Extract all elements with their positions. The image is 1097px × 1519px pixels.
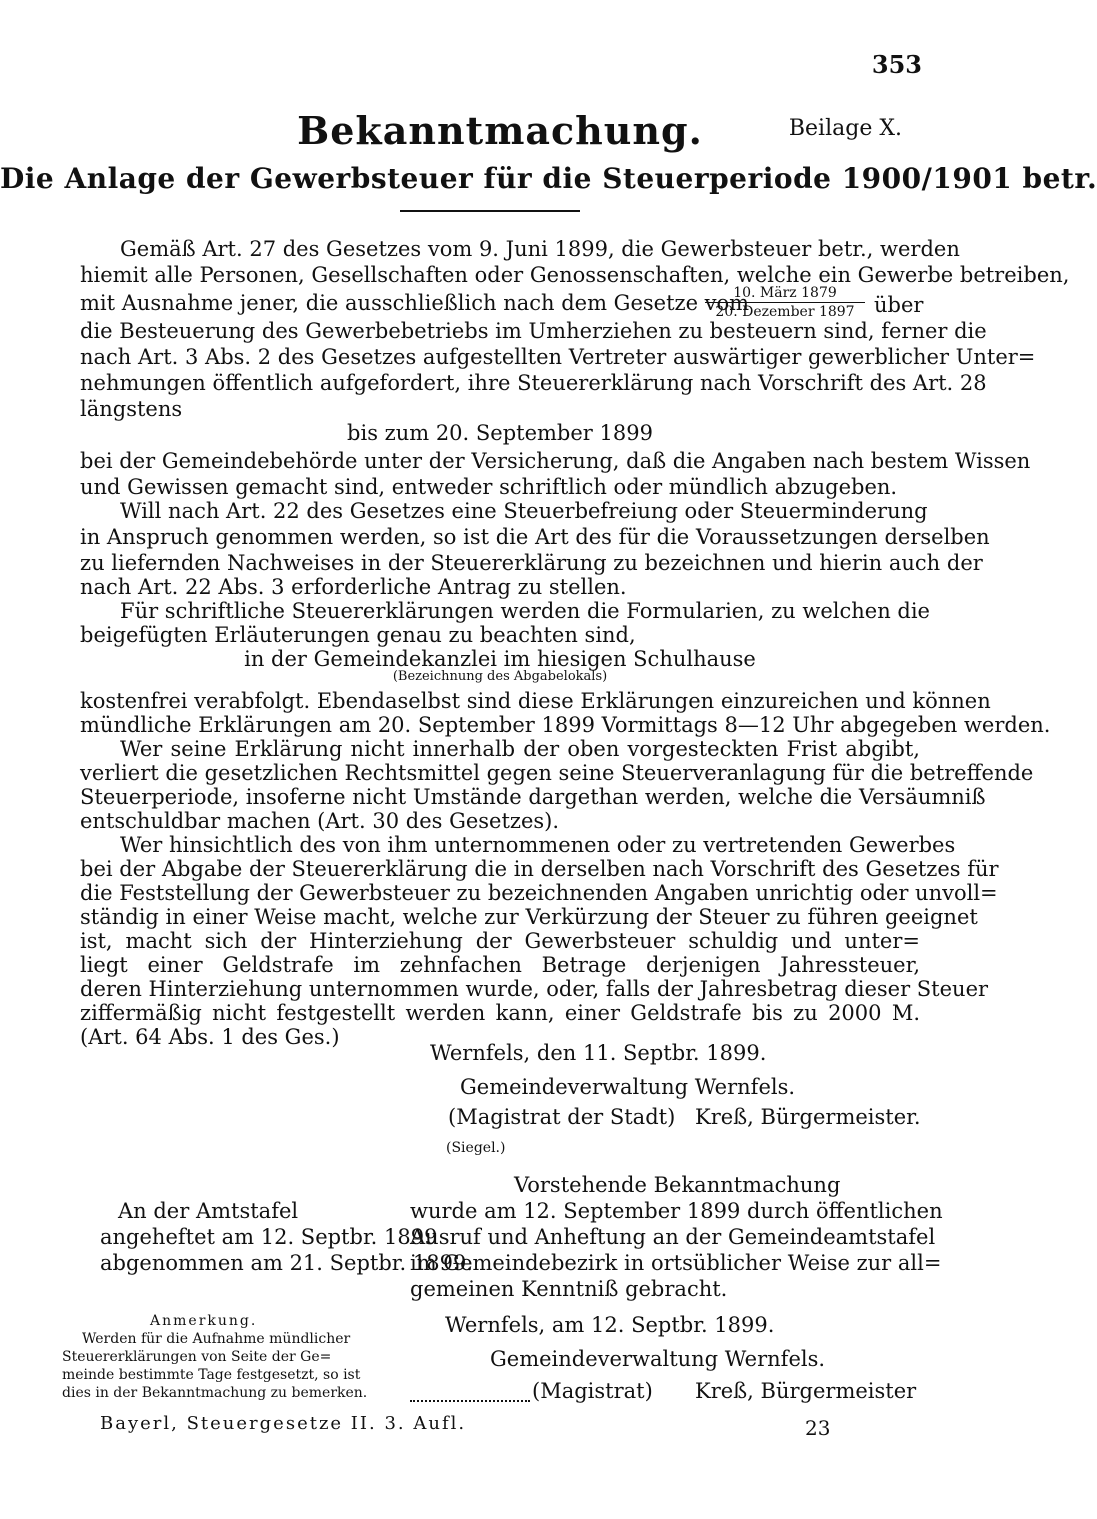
posting-line: An der Amtstafel [118, 1199, 299, 1223]
body-line: kostenfrei verabfolgt. Ebendaselbst sind diese Erklärungen einzureichen und können [80, 689, 991, 713]
collection-office-line: in der Gemeindekanzlei im hiesigen Schulhause [244, 647, 756, 671]
signature-magistrat: (Magistrat) [532, 1379, 653, 1403]
body-line: mündliche Erklärungen am 20. September 1899 Vormittags 8—12 Uhr abgegeben werden. [80, 713, 1051, 737]
body-line: in Anspruch genommen werden, so ist die Art des für die Voraussetzungen derselben [80, 525, 990, 549]
fraction-denominator: 20. Dezember 1897 [715, 304, 855, 320]
body-line: verliert die gesetzlichen Rechtsmittel gegen seine Steuerveranlagung für die betreffende [80, 761, 1034, 785]
office-caption: (Bezeichnung des Abgabelokals) [392, 669, 608, 684]
confirmation-line: wurde am 12. September 1899 durch öffentlichen [410, 1199, 943, 1223]
body-line: beigefügten Erläuterungen genau zu beachten sind, [80, 623, 636, 647]
body-line: und Gewissen gemacht sind, entweder schriftlich oder mündlich abzugeben. [80, 475, 898, 499]
body-line: ist, macht sich der Hinterziehung der Gewerbsteuer schuldig und unter= [80, 929, 920, 953]
body-line: Wer hinsichtlich des von ihm unternommenen oder zu vertretenden Gewerbes [120, 833, 956, 857]
body-line: nehmungen öffentlich aufgefordert, ihre Steuererklärung nach Vorschrift des Art. 28 [80, 371, 987, 395]
body-line: nach Art. 3 Abs. 2 des Gesetzes aufgestellten Vertreter auswärtiger gewerblicher Unter= [80, 345, 1036, 369]
beilage-label: Beilage X. [788, 116, 902, 141]
signature-mayor: Kreß, Bürgermeister [695, 1379, 917, 1403]
body-line: mit Ausnahme jener, die ausschließlich nach dem Gesetze vom [80, 291, 750, 315]
body-line: liegt einer Geldstrafe im zehnfachen Betrage derjenigen Jahressteuer, [80, 953, 920, 977]
signature-place-date: Wernfels, am 12. Septbr. 1899. [445, 1313, 775, 1337]
page-number: 353 [871, 50, 922, 79]
note-line: Werden für die Aufnahme mündlicher [82, 1331, 351, 1347]
note-heading: Anmerkung. [150, 1313, 258, 1329]
signature-mayor: Kreß, Bürgermeister. [695, 1105, 921, 1129]
body-line: Will nach Art. 22 des Gesetzes eine Steuerbefreiung oder Steuerminderung [120, 499, 928, 523]
body-line: die Feststellung der Gewerbsteuer zu bezeichnenden Angaben unrichtig oder unvoll= [80, 881, 998, 905]
signature-magistrat: (Magistrat der Stadt) [448, 1105, 676, 1129]
posting-line: abgenommen am 21. Septbr. 1899. [100, 1251, 473, 1275]
deadline-line: bis zum 20. September 1899 [347, 421, 653, 445]
page-title: Bekanntmachung. [297, 108, 703, 153]
note-line: meinde bestimmte Tage festgesetzt, so ist [62, 1367, 361, 1383]
body-line: bei der Abgabe der Steuererklärung die in derselben nach Vorschrift des Gesetzes für [80, 857, 999, 881]
body-line: Gemäß Art. 27 des Gesetzes vom 9. Juni 1899, die Gewerbsteuer betr., werden [120, 237, 960, 261]
body-line: Für schriftliche Steuererklärungen werden die Formularien, zu welchen die [120, 599, 930, 623]
signature-place-date: Wernfels, den 11. Septbr. 1899. [430, 1041, 767, 1065]
confirmation-line: Ausruf und Anheftung an der Gemeindeamtstafel [410, 1225, 936, 1249]
signature-authority: Gemeindeverwaltung Wernfels. [490, 1347, 826, 1371]
body-line: nach Art. 22 Abs. 3 erforderliche Antrag zu stellen. [80, 575, 627, 599]
confirmation-heading: Vorstehende Bekanntmachung [514, 1173, 841, 1197]
body-line: (Art. 64 Abs. 1 des Ges.) [80, 1025, 340, 1049]
posting-line: angeheftet am 12. Septbr. 1899 [100, 1225, 438, 1249]
date-fraction [705, 284, 865, 321]
body-line: die Besteuerung des Gewerbebetriebs im Umherziehen zu besteuern sind, ferner die [80, 319, 987, 343]
confirmation-line: im Gemeindebezirk in ortsüblicher Weise zur all= [410, 1251, 942, 1275]
body-line: deren Hinterziehung unternommen wurde, oder, falls der Jahresbetrag dieser Steuer [80, 977, 989, 1001]
body-line: hiemit alle Personen, Gesellschaften oder Genossenschaften, welche ein Gewerbe betreiben, [80, 263, 1070, 287]
note-line: Steuererklärungen von Seite der Ge= [62, 1349, 332, 1365]
footer-source: Bayerl, Steuergesetze II. 3. Aufl. [100, 1413, 467, 1434]
signature-dotted-line [410, 1380, 530, 1402]
sheet-number: 23 [805, 1416, 831, 1440]
body-line: zu liefernden Nachweises in der Steuererklärung zu bezeichnen und hierin auch der [80, 551, 983, 575]
body-line: Wer seine Erklärung nicht innerhalb der oben vorgesteckten Frist abgibt, [120, 737, 920, 761]
body-line: Steuerperiode, insoferne nicht Umstände dargethan werden, welche die Versäumniß [80, 785, 986, 809]
body-line: ziffermäßig nicht festgestellt werden kann, einer Geldstrafe bis zu 2000 M. [80, 1001, 920, 1025]
note-line: dies in der Bekanntmachung zu bemerken. [62, 1385, 368, 1401]
seal-label: (Siegel.) [446, 1140, 506, 1156]
body-line: entschuldbar machen (Art. 30 des Gesetzes). [80, 809, 560, 833]
signature-authority: Gemeindeverwaltung Wernfels. [460, 1075, 796, 1099]
fraction-numerator: 10. März 1879 [705, 284, 865, 303]
body-line: bei der Gemeindebehörde unter der Versicherung, daß die Angaben nach bestem Wissen [80, 449, 1031, 473]
page-subtitle: Die Anlage der Gewerbsteuer für die Steuerperiode 1900/1901 betr. [0, 162, 1097, 195]
confirmation-line: gemeinen Kenntniß gebracht. [410, 1277, 728, 1301]
body-line: ständig in einer Weise macht, welche zur Verkürzung der Steuer zu führen geeignet [80, 905, 978, 929]
title-divider [400, 210, 580, 212]
body-line: längstens [80, 397, 183, 421]
body-line: über [874, 293, 924, 317]
